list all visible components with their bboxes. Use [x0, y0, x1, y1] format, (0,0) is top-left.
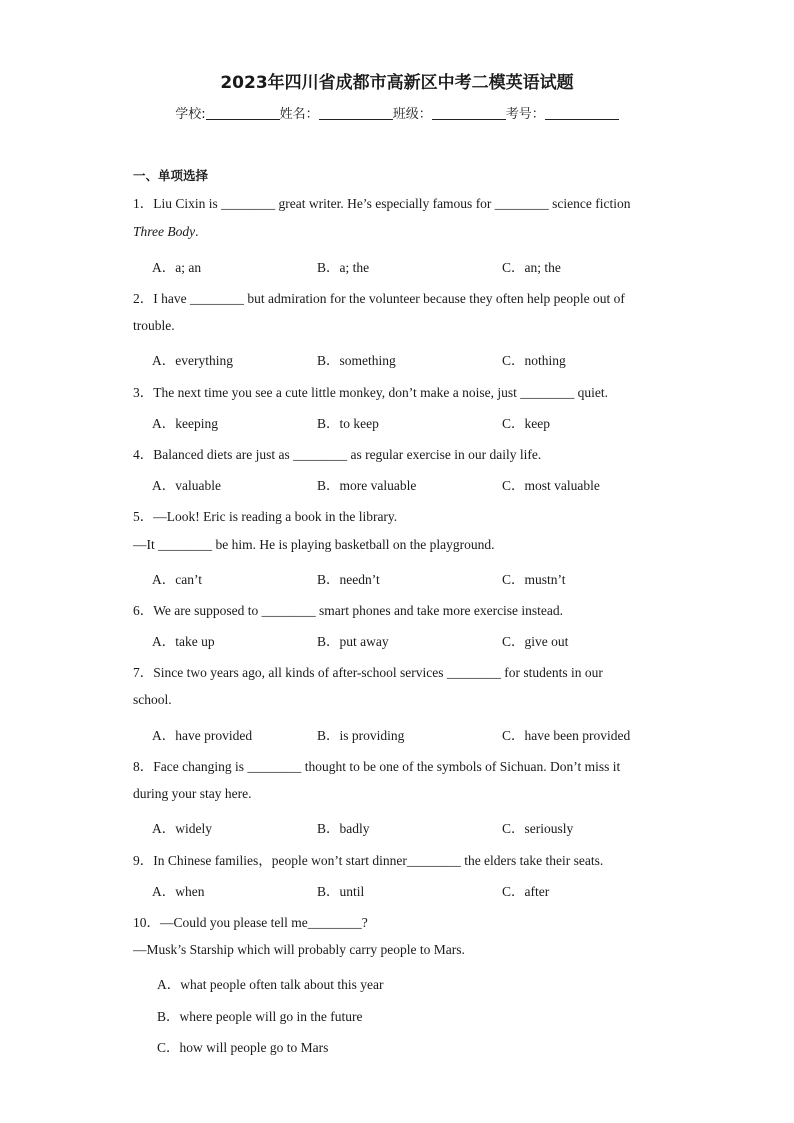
class-label: 班级： — [392, 107, 432, 122]
question-2-option-b[interactable]: B．something — [317, 353, 396, 368]
question-5-line-2: —It ________ be him. He is playing basketball on the playground. — [133, 537, 495, 552]
question-1-line-1: 1．Liu Cixin is ________ great writer. He’s especially famous for ________ science fiction — [133, 196, 631, 211]
question-1-line-2 — [133, 224, 663, 240]
question-2-option-c[interactable]: C．nothing — [502, 353, 566, 368]
question-7-option-c[interactable]: C．have been provided — [502, 728, 631, 743]
question-10-option-b[interactable]: B．where people will go in the future — [157, 1009, 363, 1024]
question-10-option-c[interactable]: C．how will people go to Mars — [157, 1040, 329, 1055]
name-label: 姓名： — [279, 107, 319, 122]
question-10-line-1: 10．—Could you please tell me________? — [133, 915, 368, 930]
question-1-option-b[interactable]: B．a; the — [317, 260, 370, 275]
question-8-option-a[interactable]: A．widely — [152, 821, 212, 836]
question-7-option-b[interactable]: B．is providing — [317, 728, 405, 743]
question-5-line-1: 5．—Look! Eric is reading a book in the library. — [133, 509, 398, 524]
question-4-option-c[interactable]: C．most valuable — [502, 478, 600, 493]
section-title: 一、单项选择 — [133, 168, 209, 183]
question-7-line-2: school. — [133, 692, 172, 707]
question-9-option-c[interactable]: C．after — [502, 884, 550, 899]
student-info-line — [0, 103, 794, 122]
question-1-option-a[interactable]: A．a; an — [152, 260, 202, 275]
exam-no-blank — [545, 106, 619, 120]
question-9-line-1: 9．In Chinese families，people won’t start dinner________ the elders take their seats. — [133, 853, 604, 868]
question-4-option-b[interactable]: B．more valuable — [317, 478, 417, 493]
question-1-suffix: . — [195, 224, 199, 239]
question-5-option-c[interactable]: C．mustn’t — [502, 572, 566, 587]
page-title: 2023年四川省成都市高新区中考二模英语试题 — [220, 73, 574, 93]
question-8-line-1: 8．Face changing is ________ thought to be one of the symbols of Sichuan. Don’t miss it — [133, 759, 621, 774]
question-5-option-b[interactable]: B．needn’t — [317, 572, 380, 587]
question-2-line-1: 2．I have ________ but admiration for the volunteer because they often help people out of — [133, 291, 625, 306]
question-2-line-2: trouble. — [133, 318, 175, 333]
question-3-line-1: 3．The next time you see a cute little monkey, don’t make a noise, just ________ quiet. — [133, 385, 609, 400]
question-9-option-a[interactable]: A．when — [152, 884, 205, 899]
question-8-option-b[interactable]: B．badly — [317, 821, 370, 836]
question-8-option-c[interactable]: C．seriously — [502, 821, 574, 836]
question-3-option-c[interactable]: C．keep — [502, 416, 550, 431]
question-8-line-2: during your stay here. — [133, 786, 252, 801]
question-6-option-b[interactable]: B．put away — [317, 634, 389, 649]
question-6-option-c[interactable]: C．give out — [502, 634, 569, 649]
class-blank — [432, 106, 506, 120]
question-1-option-c[interactable]: C．an; the — [502, 260, 561, 275]
question-2-option-a[interactable]: A．everything — [152, 353, 233, 368]
question-3-option-b[interactable]: B．to keep — [317, 416, 379, 431]
question-1-book-title: Three Body — [133, 224, 196, 239]
question-4-option-a[interactable]: A．valuable — [152, 478, 221, 493]
school-blank — [206, 106, 280, 120]
question-9-option-b[interactable]: B．until — [317, 884, 365, 899]
question-3-option-a[interactable]: A．keeping — [152, 416, 218, 431]
question-4-line-1: 4．Balanced diets are just as ________ as regular exercise in our daily life. — [133, 447, 542, 462]
question-6-line-1: 6．We are supposed to ________ smart phones and take more exercise instead. — [133, 603, 564, 618]
question-7-option-a[interactable]: A．have provided — [152, 728, 253, 743]
school-label: 学校: — [175, 107, 206, 122]
question-10-option-a[interactable]: A．what people often talk about this year — [157, 977, 384, 992]
question-10-line-2: —Musk’s Starship which will probably carry people to Mars. — [133, 942, 465, 957]
question-5-option-a[interactable]: A．can’t — [152, 572, 202, 587]
name-blank — [319, 106, 393, 120]
exam-no-label: 考号： — [505, 107, 545, 122]
question-6-option-a[interactable]: A．take up — [152, 634, 215, 649]
question-7-line-1: 7．Since two years ago, all kinds of after-school services ________ for students in our — [133, 665, 603, 680]
